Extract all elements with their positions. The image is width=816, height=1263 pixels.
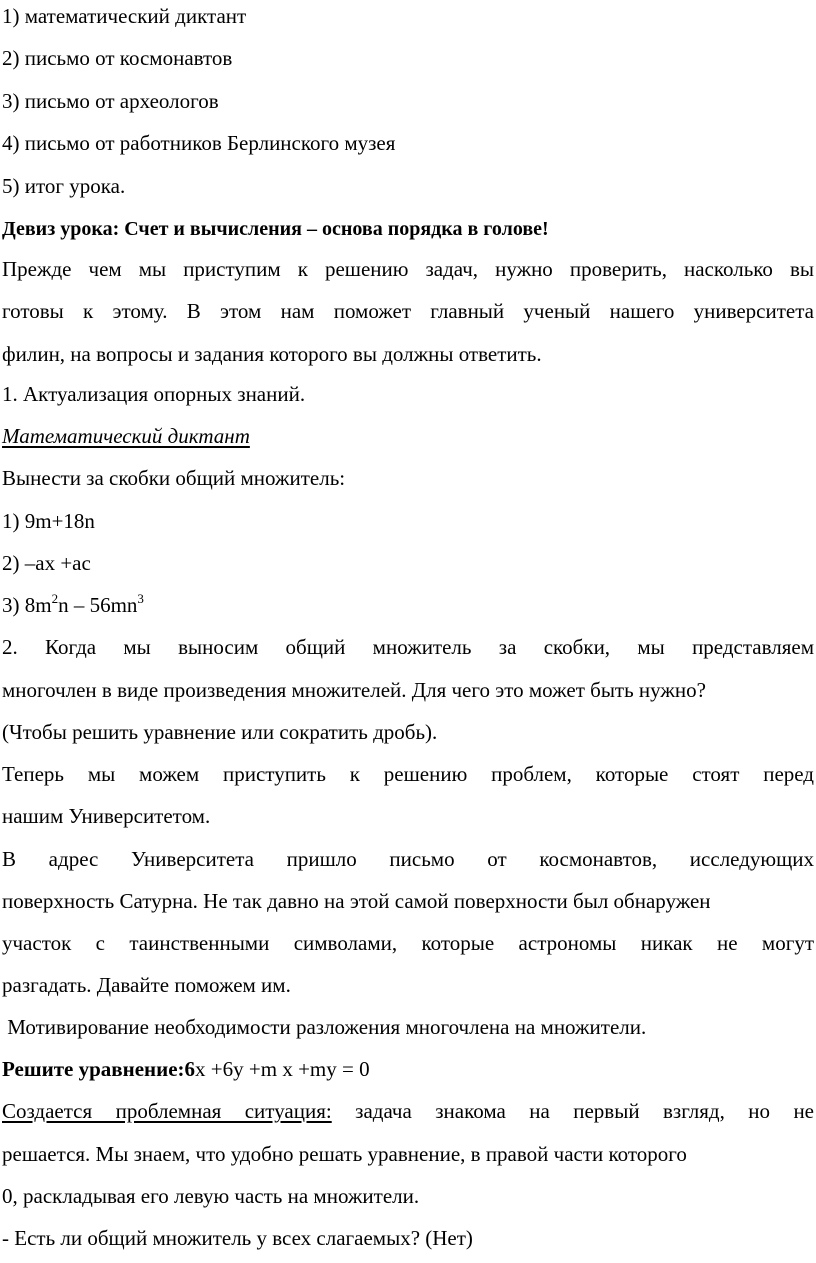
equation-label: Решите уравнение:6 — [2, 1057, 196, 1081]
dictation-title: Математический диктант — [2, 424, 250, 448]
equation-expression: x +6y +m x +my = 0 — [195, 1057, 370, 1081]
intro-line-3: филин, на вопросы и задания которого вы должны ответить. — [2, 342, 542, 366]
equation-line — [2, 1056, 370, 1082]
problem-line-1-rest: задача знакома на первый взгляд, но не — [331, 1099, 814, 1123]
intro-line-1: Прежде чем мы приступим к решению задач, нужно проверить, насколько вы — [2, 257, 814, 281]
point2-line-3: (Чтобы решить уравнение или сократить дробь). — [2, 720, 438, 744]
intro-line-2: готовы к этому. В этом нам поможет главный ученый нашего университета — [2, 299, 814, 323]
task-2: 2) –ax +ac — [2, 551, 91, 575]
problem-line-1 — [2, 1098, 814, 1124]
task-3-exponent-2: 3 — [137, 591, 144, 606]
plan-item-1: 1) математический диктант — [2, 4, 247, 28]
problem-line-3: 0, раскладывая его левую часть на множители. — [2, 1184, 420, 1208]
plan-item-2: 2) письмо от космонавтов — [2, 46, 233, 70]
now-line-1: Теперь мы можем приступить к решению проблем, которые стоят перед — [2, 762, 814, 786]
plan-item-4: 4) письмо от работников Берлинского музея — [2, 131, 396, 155]
letter-line-3: участок с таинственными символами, которые астрономы никак не могут — [2, 931, 814, 955]
letter-line-4: разгадать. Давайте поможем им. — [2, 973, 291, 997]
now-line-2: нашим Университетом. — [2, 804, 211, 828]
motivation-line: Мотивирование необходимости разложения многочлена на множители. — [2, 1015, 647, 1039]
plan-item-3: 3) письмо от археологов — [2, 89, 219, 113]
problem-line-2: решается. Мы знаем, что удобно решать уравнение, в правой части которого — [2, 1142, 687, 1166]
task-1: 1) 9m+18n — [2, 509, 95, 533]
section-heading: 1. Актуализация опорных знаний. — [2, 382, 306, 406]
plan-item-5: 5) итог урока. — [2, 174, 126, 198]
point2-line-1: 2. Когда мы выносим общий множитель за скобки, мы представляем — [2, 635, 814, 659]
task-intro: Вынести за скобки общий множитель: — [2, 466, 346, 490]
point2-line-2: многочлен в виде произведения множителей. Для чего это может быть нужно? — [2, 678, 706, 702]
letter-line-2: поверхность Сатурна. Не так давно на этой самой поверхности был обнаружен — [2, 889, 711, 913]
lesson-motto: Девиз урока: Счет и вычисления – основа порядка в голове! — [2, 218, 549, 240]
task-3-part-b: n – 56mn — [58, 593, 138, 617]
problem-label: Создается проблемная ситуация: — [2, 1099, 332, 1123]
question-line: - Есть ли общий множитель у всех слагаемых? (Нет) — [2, 1226, 473, 1250]
task-3-part-a: 3) 8m — [2, 593, 52, 617]
task-3-exponent-1: 2 — [51, 591, 59, 606]
task-3 — [2, 592, 144, 618]
letter-line-1: В адрес Университета пришло письмо от космонавтов, исследующих — [2, 847, 814, 871]
